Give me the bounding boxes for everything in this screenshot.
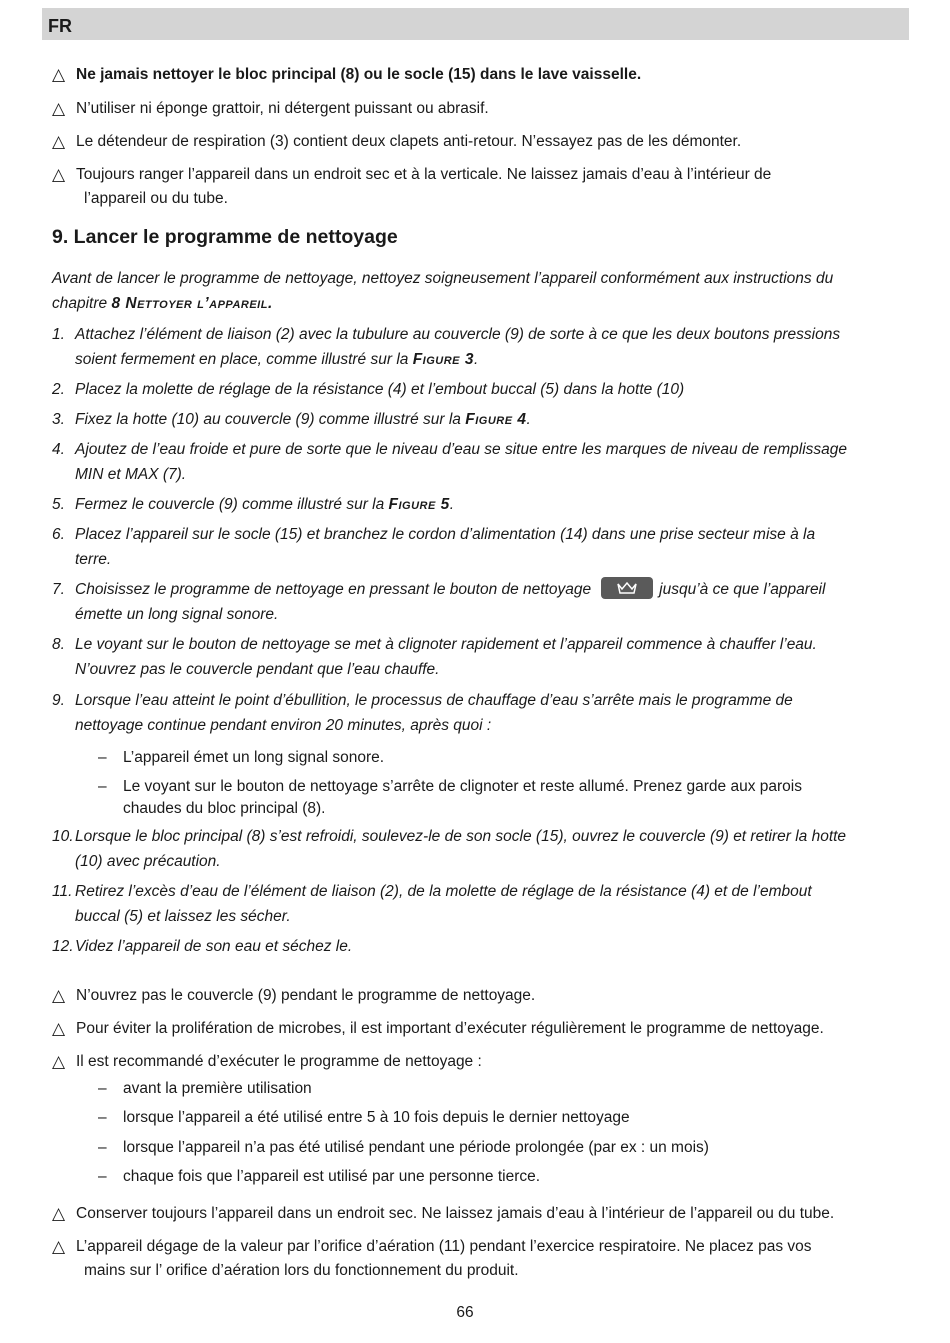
figure-reference: Figure 4	[465, 411, 527, 428]
figure-reference: Figure 5	[388, 496, 450, 513]
warning-item: △ L’appareil dégage de la valeur par l’orifice d’aération (11) pendant l’exercice respiratoire. Ne placez pas vos	[52, 1235, 897, 1259]
warning-triangle-icon: △	[52, 132, 66, 151]
step-item: 3. Fixez la hotte (10) au couvercle (9) comme illustré sur la Figure 4.	[52, 411, 531, 428]
step-item: 1. Attachez l’élément de liaison (2) avec la tubulure au couvercle (9) de sorte à ce que les deux boutons pressions soient fermement en place, comme illustré sur la Figure 3.	[52, 326, 841, 368]
sub-list-item: – L’appareil émet un long signal sonore.	[98, 749, 385, 766]
step-item: 4. Ajoutez de l’eau froide et pure de sorte que le niveau d’eau se situe entre les marques de niveau de remplissage MIN et MAX (7).	[52, 441, 848, 483]
warning-item: △ N’ouvrez pas le couvercle (9) pendant le programme de nettoyage.	[52, 984, 897, 1008]
warning-item: △ Ne jamais nettoyer le bloc principal (8) ou le socle (15) dans le lave vaisselle.	[52, 63, 897, 87]
sub-list-item: – avant la première utilisation	[98, 1080, 312, 1097]
step-item: 5. Fermez le couvercle (9) comme illustré sur la Figure 5.	[52, 496, 455, 513]
figure-reference: Figure 3	[412, 351, 474, 368]
warning-item: △ Pour éviter la prolifération de microbes, il est important d’exécuter régulièrement le programme de nettoyage.	[52, 1017, 897, 1041]
cleaning-button-icon	[601, 577, 653, 599]
section-title: 9. Lancer le programme de nettoyage	[52, 226, 398, 248]
language-header: FR	[42, 8, 909, 40]
warning-item: △ Il est recommandé d’exécuter le programme de nettoyage :	[52, 1050, 897, 1074]
sub-list-item: – chaque fois que l’appareil est utilisé par une personne tierce.	[98, 1168, 541, 1185]
warning-item: △ N’utiliser ni éponge grattoir, ni détergent puissant ou abrasif.	[52, 97, 897, 121]
step-item: 9. Lorsque l’eau atteint le point d’ébullition, le processus de chauffage d’eau s’arrête mais le programme de nettoyage continue pendant environ 20 minutes, après quoi :	[52, 692, 793, 734]
warning-triangle-icon: △	[52, 65, 66, 84]
warning-triangle-icon: △	[52, 1237, 66, 1256]
warning-triangle-icon: △	[52, 986, 66, 1005]
sub-list-item: – lorsque l’appareil a été utilisé entre 5 à 10 fois depuis le dernier nettoyage	[98, 1109, 630, 1126]
step-item: 12. Videz l’appareil de son eau et séchez le.	[52, 938, 353, 955]
warning-triangle-icon: △	[52, 1019, 66, 1038]
step-item: 10. Lorsque le bloc principal (8) s’est refroidi, soulevez-le de son socle (15), ouvrez le couvercle (9) et retirer la hotte (10) avec précaution.	[52, 828, 847, 870]
step-item: 6. Placez l’appareil sur le socle (15) et branchez le cordon d’alimentation (14) dans une prise secteur mise à la terre.	[52, 526, 816, 568]
warning-item: △ Conserver toujours l’appareil dans un endroit sec. Ne laissez jamais d’eau à l’intérieur de l’appareil ou du tube.	[52, 1202, 897, 1226]
section-intro: Avant de lancer le programme de nettoyage, nettoyez soigneusement l’appareil conformément aux instructions du chapitre 8 Nettoyer l’appareil.	[52, 270, 834, 312]
sub-list-item: – lorsque l’appareil n’a pas été utilisé pendant une période prolongée (par ex : un mois)	[98, 1139, 709, 1156]
step-item: 2. Placez la molette de réglage de la résistance (4) et l’embout buccal (5) dans la hotte (10)	[52, 381, 685, 398]
warning-item: △ Le détendeur de respiration (3) contient deux clapets anti-retour. N’essayez pas de les démonter.	[52, 130, 897, 154]
sub-list-item: – Le voyant sur le bouton de nettoyage s’arrête de clignoter et reste allumé. Prenez garde aux parois chaudes du bloc principal (8).	[98, 778, 802, 817]
chapter-reference: 8 Nettoyer l’appareil.	[111, 295, 273, 312]
step-item: 11. Retirez l’excès d’eau de l’élément de liaison (2), de la molette de réglage de la résistance (4) et de l’embout buccal (5) et laissez les sécher.	[52, 883, 812, 925]
warning-continuation: mains sur l’ orifice d’aération lors du fonctionnement du produit.	[84, 1262, 519, 1279]
warning-triangle-icon: △	[52, 99, 66, 118]
warning-item: △ Toujours ranger l’appareil dans un endroit sec et à la verticale. Ne laissez jamais d’eau à l’intérieur de	[52, 163, 897, 187]
step-item: 7. Choisissez le programme de nettoyage en pressant le bouton de nettoyage jusqu’à ce que l’appareil émette un long signal sonore.	[52, 577, 897, 627]
step-item: 8. Le voyant sur le bouton de nettoyage se met à clignoter rapidement et l’appareil commence à chauffer l’eau. N’ouvrez pas le couvercle pendant que l’eau chauffe.	[52, 636, 817, 678]
warning-triangle-icon: △	[52, 165, 66, 184]
warning-continuation: l’appareil ou du tube.	[84, 190, 228, 207]
warning-triangle-icon: △	[52, 1052, 66, 1071]
page-number: 66	[456, 1304, 474, 1321]
warning-triangle-icon: △	[52, 1204, 66, 1223]
